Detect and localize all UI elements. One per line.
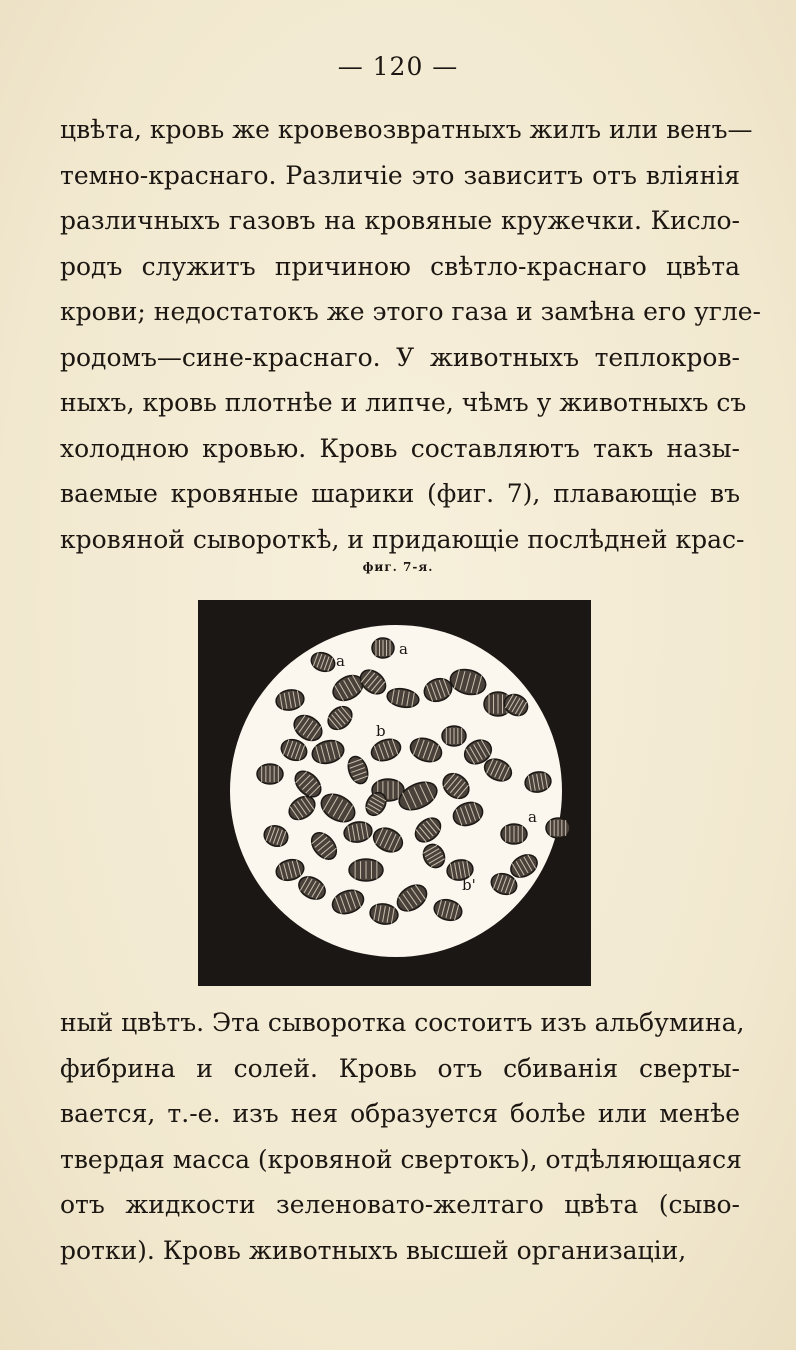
text-line: крови; недостатокъ же этого газа и замѣна его угле- xyxy=(60,297,762,326)
text-line: различныхъ газовъ на кровяные кружечки. Кисло- xyxy=(60,206,740,235)
text-line: родомъ—сине-краснаго. У животныхъ теплокров- xyxy=(60,342,740,372)
text-line: ваемые кровяные шарики (фиг. 7), плавающіе въ xyxy=(60,479,740,508)
text-line: ныхъ, кровь плотнѣе и липче, чѣмъ у животныхъ съ xyxy=(60,388,747,417)
text-line: твердая масса (кровяной свертокъ), отдѣляющаяся xyxy=(60,1144,742,1174)
page-number: — 120 — xyxy=(337,52,459,81)
text-line: ротки). Кровь животныхъ высшей организаціи, xyxy=(60,1235,687,1265)
text-line: вается, т.-е. изъ нея образуется болѣе или менѣе xyxy=(60,1099,740,1128)
figure-label-b: b xyxy=(376,722,386,740)
blood-cell xyxy=(257,764,283,784)
text-line: отъ жидкости зеленовато-желтаго цвѣта (сыво- xyxy=(60,1190,740,1219)
microscope-view-illustration xyxy=(198,600,591,986)
text-line: холодною кровью. Кровь составляютъ такъ назы- xyxy=(60,433,740,463)
text-line: темно-краснаго. Различіе это зависитъ отъ вліянія xyxy=(60,160,740,190)
figure-label-a: a xyxy=(528,808,537,826)
paragraph-bottom xyxy=(60,1000,745,1273)
blood-cell xyxy=(349,859,383,881)
paragraph-top xyxy=(60,107,762,562)
text-line: родъ служитъ причиною свѣтло-краснаго цвѣта xyxy=(60,251,740,281)
blood-cell xyxy=(501,824,527,844)
figure-label-a: a xyxy=(336,652,345,670)
blood-cell xyxy=(442,726,466,746)
text-line: фибрина и солей. Кровь отъ сбиванія сверты- xyxy=(60,1053,740,1083)
figure-label-b-prime: b' xyxy=(462,876,476,894)
text-line: цвѣта, кровь же кровевозвратныхъ жилъ или венъ— xyxy=(60,115,753,144)
blood-cell xyxy=(546,818,570,838)
blood-cell xyxy=(372,638,394,658)
text-line: ный цвѣтъ. Эта сыворотка состоитъ изъ альбумина, xyxy=(60,1008,745,1037)
figure-label-a: a xyxy=(399,640,408,658)
text-line: кровяной сывороткѣ, и придающіе послѣдней крас- xyxy=(60,524,745,554)
figure-caption: фиг. 7-я. xyxy=(362,560,434,574)
blood-cells-figure xyxy=(198,600,591,986)
